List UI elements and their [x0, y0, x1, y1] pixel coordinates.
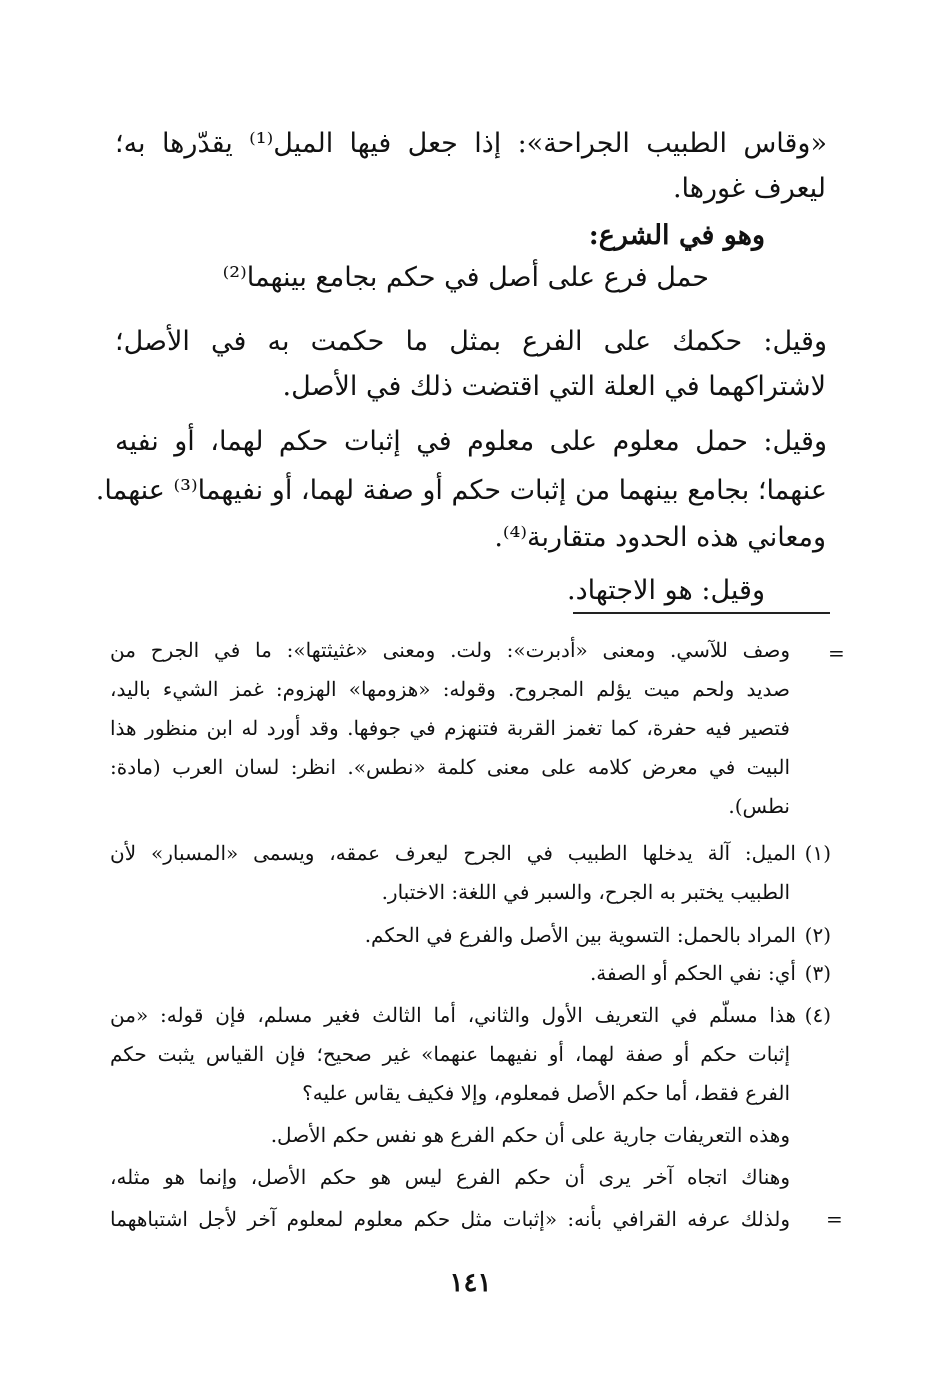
footnote-line: الميل: آلة يدخلها الطبيب في الجرح ليعرف عمقه، ويسمى «المسبار» لأن — [110, 841, 796, 865]
footnote-line: وهذه التعريفات جارية على أن حكم الفرع هو نفس حكم الأصل. — [270, 1123, 790, 1147]
footnote-line: الفرع فقط، أما حكم الأصل فمعلوم، وإلا فكيف يقاس عليه؟ — [302, 1081, 790, 1105]
footnote-line: نطس). — [728, 794, 790, 818]
footnote-line: البيت في معرض كلامه على معنى كلمة «نطس». انظر: لسان العرب (مادة: — [110, 755, 790, 779]
footnote-line: أي: نفي الحكم أو الصفة. — [589, 961, 796, 985]
main-text-line: وقيل: حكمك على الفرع بمثل ما حكمت به في الأصل؛ — [115, 326, 827, 357]
footnote-number: (١) — [804, 841, 831, 865]
main-text-line: عنهما؛ بجامع بينهما من إثبات حكم أو صفة لهما، أو نفيهما⁽³⁾ عنهما. — [95, 475, 827, 506]
footnote-line: وهناك اتجاه آخر يرى أن حكم الفرع ليس هو حكم الأصل، وإنما هو مثله، — [110, 1165, 790, 1189]
continuation-marker: = — [826, 1207, 843, 1231]
main-text-line: ومعاني هذه الحدود متقاربة⁽⁴⁾. — [494, 522, 826, 553]
footnote-line: الطبيب يختبر به الجرح، والسبر في اللغة: الاختبار. — [381, 880, 790, 904]
footnote-number: (٣) — [804, 961, 831, 985]
main-text-line: وقيل: هو الاجتهاد. — [566, 575, 765, 606]
main-text-line: ليعرف غورها. — [672, 173, 826, 204]
footnote-line: فتصير فيه حفرة، كما تغمز القربة فتنهزم في جوفها. وقد أورد له ابن منظور هذا — [110, 716, 790, 740]
main-text-line: وقيل: حمل معلوم على معلوم في إثبات حكم لهما، أو نفيه — [115, 426, 827, 457]
footnote-number: (٢) — [804, 923, 831, 947]
footnote-line: وصف للآسي. ومعنى «أدبرت»: ولت. ومعنى «غثيثتها»: ما في الجرح من — [110, 638, 790, 662]
footnote-line: المراد بالحمل: التسوية بين الأصل والفرع في الحكم. — [364, 923, 796, 947]
footnote-number: (٤) — [804, 1003, 831, 1027]
page-number: ١٤١ — [449, 1268, 492, 1298]
footnote-line: ولذلك عرفه القرافي بأنه: «إثبات مثل حكم معلوم لمعلوم آخر لأجل اشتباههما — [110, 1207, 790, 1231]
footnote-line: هذا مسلّم في التعريف الأول والثاني، أما الثالث فغير مسلم، فإن قوله: «من — [110, 1003, 796, 1027]
continuation-marker: = — [828, 641, 845, 665]
section-heading: وهو في الشرع: — [588, 220, 765, 251]
main-text-line: لاشتراكهما في العلة التي اقتضت ذلك في الأصل. — [282, 371, 826, 402]
main-text-line: «وقاس الطبيب الجراحة»: إذا جعل فيها الميل⁽¹⁾ يقدّرها به؛ — [115, 128, 827, 159]
definition-line: حمل فرع على أصل في حكم بجامع بينهما⁽²⁾ — [222, 262, 709, 293]
footnote-separator — [573, 612, 830, 614]
footnote-line: صديد ولحم ميت يؤلم المجروح. وقوله: «هزومها» الهزوم: غمز الشيء باليد، — [110, 677, 790, 701]
footnote-line: إثبات حكم أو صفة لهما، أو نفيهما عنهما» غير صحيح؛ فإن القياس يثبت حكم — [110, 1042, 790, 1066]
